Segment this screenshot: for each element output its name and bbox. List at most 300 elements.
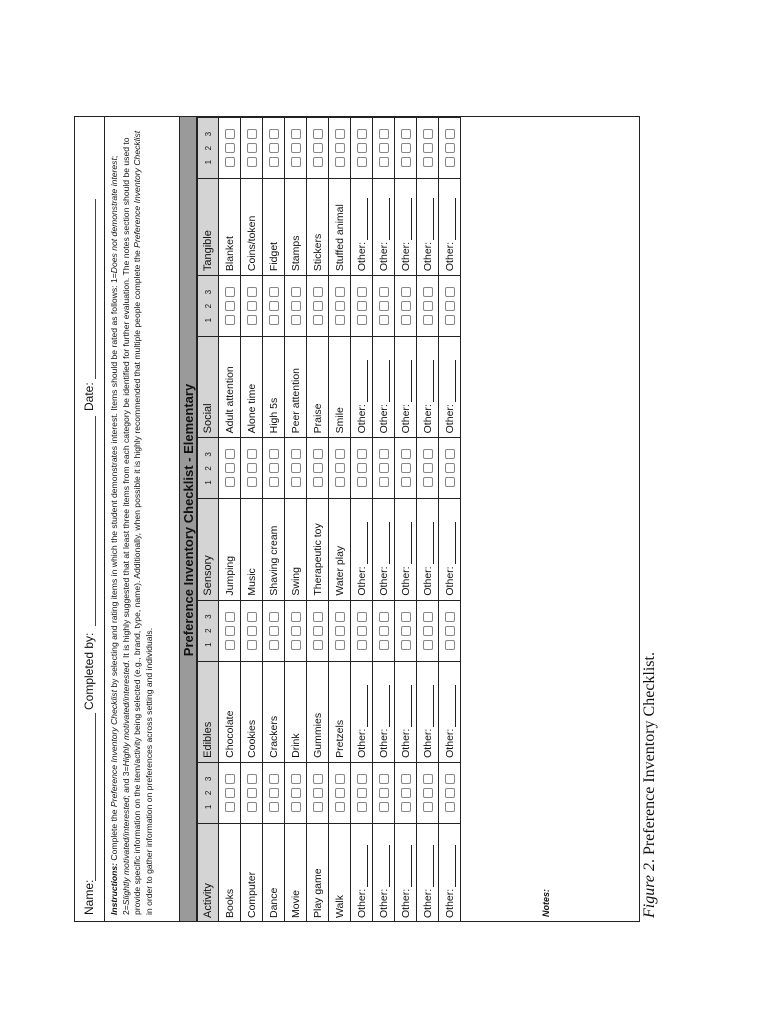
rating-checkbox-1[interactable] (423, 315, 433, 325)
item-label: Other: (355, 404, 368, 434)
rotated-form (75, 117, 640, 922)
rating-checkbox-2[interactable] (247, 463, 257, 473)
rating-checkbox-3[interactable] (225, 129, 235, 139)
rating-checkbox-1[interactable] (247, 477, 257, 487)
rating-checkbox-2[interactable] (247, 626, 257, 636)
rating-checkbox-3[interactable] (335, 612, 345, 622)
rating-checkbox-3[interactable] (423, 774, 433, 784)
rating-checkbox-1[interactable] (357, 477, 367, 487)
rating-checkboxes (373, 118, 395, 179)
rating-checkbox-1[interactable] (291, 157, 301, 167)
rating-checkbox-3[interactable] (357, 129, 367, 139)
item-cell (373, 179, 395, 276)
item-label: Other: (421, 888, 434, 918)
rating-checkbox-3[interactable] (423, 287, 433, 297)
rating-checkboxes (263, 600, 285, 661)
item-cell (439, 823, 461, 922)
item-cell (285, 823, 307, 922)
rating-checkbox-2[interactable] (379, 301, 389, 311)
other-blank-field[interactable] (357, 198, 368, 240)
table-row (373, 118, 395, 923)
rating-checkbox-2[interactable] (291, 788, 301, 798)
rating-checkboxes (285, 762, 307, 823)
rating-checkbox-2[interactable] (247, 788, 257, 798)
other-blank-field[interactable] (423, 198, 434, 240)
rating-checkbox-3[interactable] (423, 612, 433, 622)
rating-checkbox-2[interactable] (423, 788, 433, 798)
rating-checkbox-2[interactable] (269, 301, 279, 311)
rating-checkbox-3[interactable] (423, 129, 433, 139)
item-cell (241, 337, 263, 438)
table-row (241, 118, 263, 923)
rating-checkbox-2[interactable] (423, 143, 433, 153)
item-label: Peer attention (289, 367, 302, 434)
table-row (329, 118, 351, 923)
rating-checkboxes (263, 118, 285, 179)
rating-checkbox-1[interactable] (269, 640, 279, 650)
rating-checkbox-2[interactable] (269, 143, 279, 153)
rating-checkbox-1[interactable] (357, 315, 367, 325)
rating-checkbox-1[interactable] (269, 477, 279, 487)
rating-checkbox-1[interactable] (335, 477, 345, 487)
rating-checkbox-1[interactable] (357, 157, 367, 167)
rating-checkbox-1[interactable] (291, 315, 301, 325)
item-label: Fidget (267, 241, 280, 272)
rating-checkbox-3[interactable] (445, 774, 455, 784)
rating-checkbox-1[interactable] (335, 640, 345, 650)
rating-checkbox-3[interactable] (291, 774, 301, 784)
rating-checkboxes (285, 118, 307, 179)
rating-checkboxes (241, 600, 263, 661)
rating-number: 1 (203, 804, 213, 810)
rating-checkboxes (307, 438, 329, 499)
rating-checkboxes (351, 276, 373, 337)
rating-checkbox-3[interactable] (225, 612, 235, 622)
other-blank-field[interactable] (445, 685, 456, 727)
rating-checkbox-3[interactable] (445, 287, 455, 297)
rating-checkbox-2[interactable] (423, 463, 433, 473)
rating-checkbox-2[interactable] (379, 788, 389, 798)
rating-checkbox-1[interactable] (379, 477, 389, 487)
rating-checkbox-1[interactable] (401, 640, 411, 650)
rating-checkbox-3[interactable] (247, 612, 257, 622)
rating-checkbox-2[interactable] (291, 626, 301, 636)
item-cell (329, 499, 351, 600)
rating-checkbox-2[interactable] (379, 143, 389, 153)
rating-checkbox-3[interactable] (313, 774, 323, 784)
rating-checkbox-3[interactable] (291, 287, 301, 297)
rating-checkbox-3[interactable] (269, 449, 279, 459)
rating-checkboxes (241, 118, 263, 179)
rating-checkbox-2[interactable] (269, 463, 279, 473)
column-header-edibles: Edibles (198, 661, 219, 762)
item-label: Other: (377, 566, 390, 596)
rating-checkbox-3[interactable] (423, 449, 433, 459)
rating-checkbox-2[interactable] (357, 143, 367, 153)
item-cell (285, 337, 307, 438)
rating-checkbox-2[interactable] (445, 788, 455, 798)
table-row (219, 118, 241, 923)
rating-checkbox-3[interactable] (445, 129, 455, 139)
rating-number: 3 (203, 614, 213, 619)
rating-checkboxes (329, 276, 351, 337)
item-cell (219, 661, 241, 762)
rating-checkbox-3[interactable] (379, 774, 389, 784)
rating-checkbox-1[interactable] (379, 640, 389, 650)
rating-checkbox-3[interactable] (291, 129, 301, 139)
checklist-page (74, 116, 640, 922)
rating-checkbox-1[interactable] (423, 157, 433, 167)
other-blank-field[interactable] (401, 198, 412, 240)
other-blank-field[interactable] (379, 360, 390, 402)
rating-checkbox-1[interactable] (291, 640, 301, 650)
rating-checkbox-1[interactable] (291, 802, 301, 812)
rating-checkbox-2[interactable] (401, 463, 411, 473)
rating-checkbox-1[interactable] (445, 477, 455, 487)
rating-checkbox-1[interactable] (445, 315, 455, 325)
item-cell (417, 337, 439, 438)
other-blank-field[interactable] (401, 845, 412, 887)
rating-checkboxes (263, 438, 285, 499)
rating-checkbox-3[interactable] (247, 449, 257, 459)
item-cell (351, 337, 373, 438)
rating-checkbox-3[interactable] (445, 449, 455, 459)
rating-checkboxes (329, 118, 351, 179)
rating-checkbox-2[interactable] (313, 626, 323, 636)
item-label: Other: (443, 566, 456, 596)
other-blank-field[interactable] (357, 685, 368, 727)
rating-checkbox-2[interactable] (225, 301, 235, 311)
other-blank-field[interactable] (379, 845, 390, 887)
item-cell (307, 337, 329, 438)
item-label: Other: (399, 404, 412, 434)
rating-checkbox-1[interactable] (445, 640, 455, 650)
other-blank-field[interactable] (357, 845, 368, 887)
item-label: Cookies (245, 719, 258, 758)
rating-checkbox-2[interactable] (401, 301, 411, 311)
item-cell (263, 661, 285, 762)
item-cell (307, 179, 329, 276)
item-label: Other: (377, 888, 390, 918)
rating-checkbox-2[interactable] (401, 143, 411, 153)
rating-checkbox-2[interactable] (269, 788, 279, 798)
item-cell (219, 179, 241, 276)
rating-checkbox-2[interactable] (423, 301, 433, 311)
item-cell (329, 823, 351, 922)
rating-checkbox-3[interactable] (401, 129, 411, 139)
rating-checkbox-2[interactable] (313, 788, 323, 798)
rating-checkbox-1[interactable] (313, 157, 323, 167)
rating-checkbox-3[interactable] (357, 774, 367, 784)
rating-checkbox-3[interactable] (357, 612, 367, 622)
rating-checkbox-3[interactable] (247, 129, 257, 139)
rating-checkbox-2[interactable] (401, 788, 411, 798)
other-blank-field[interactable] (401, 522, 412, 564)
rating-checkbox-2[interactable] (379, 463, 389, 473)
rating-checkbox-3[interactable] (357, 449, 367, 459)
rating-checkbox-3[interactable] (379, 449, 389, 459)
item-cell (395, 499, 417, 600)
rating-checkbox-1[interactable] (247, 640, 257, 650)
rating-checkbox-3[interactable] (335, 287, 345, 297)
item-cell (241, 823, 263, 922)
item-label: Pretzels (333, 719, 346, 758)
rating-checkboxes (417, 600, 439, 661)
other-blank-field[interactable] (401, 360, 412, 402)
rating-checkbox-1[interactable] (225, 477, 235, 487)
rating-checkbox-3[interactable] (225, 287, 235, 297)
item-label: Other: (443, 241, 456, 272)
rating-checkbox-3[interactable] (225, 774, 235, 784)
rating-checkboxes (329, 600, 351, 661)
rating-checkbox-3[interactable] (269, 774, 279, 784)
other-blank-field[interactable] (423, 685, 434, 727)
rating-checkbox-3[interactable] (313, 287, 323, 297)
rating-scale-header (198, 762, 219, 823)
rating-checkbox-1[interactable] (269, 802, 279, 812)
rating-checkbox-3[interactable] (445, 612, 455, 622)
item-cell (307, 499, 329, 600)
rating-checkbox-2[interactable] (335, 463, 345, 473)
other-blank-field[interactable] (423, 845, 434, 887)
other-blank-field[interactable] (423, 360, 434, 402)
item-label: Computer (245, 871, 258, 918)
rating-checkbox-3[interactable] (335, 129, 345, 139)
rating-checkboxes (395, 276, 417, 337)
rating-checkbox-1[interactable] (379, 157, 389, 167)
rating-checkbox-1[interactable] (247, 157, 257, 167)
completed-by-field[interactable] (95, 416, 96, 626)
rating-checkbox-3[interactable] (269, 287, 279, 297)
rating-checkbox-2[interactable] (225, 788, 235, 798)
item-label: Other: (355, 241, 368, 272)
column-header-tangible: Tangible (198, 179, 219, 276)
item-label: Other: (355, 888, 368, 918)
rating-checkbox-2[interactable] (269, 626, 279, 636)
other-blank-field[interactable] (445, 360, 456, 402)
rating-checkbox-1[interactable] (225, 640, 235, 650)
rating-checkbox-3[interactable] (379, 129, 389, 139)
rating-checkboxes (263, 762, 285, 823)
rating-checkbox-1[interactable] (423, 802, 433, 812)
rating-checkbox-3[interactable] (379, 612, 389, 622)
rating-checkbox-3[interactable] (313, 449, 323, 459)
item-label: Jumping (223, 555, 236, 596)
rating-checkbox-3[interactable] (401, 774, 411, 784)
rating-checkboxes (329, 762, 351, 823)
rating-checkbox-1[interactable] (401, 157, 411, 167)
rating-checkbox-1[interactable] (247, 802, 257, 812)
rating-checkbox-3[interactable] (225, 449, 235, 459)
rating-checkbox-2[interactable] (335, 301, 345, 311)
item-cell (351, 179, 373, 276)
rating-checkbox-1[interactable] (313, 802, 323, 812)
rating-checkbox-2[interactable] (225, 626, 235, 636)
rating-checkbox-1[interactable] (401, 477, 411, 487)
rating-checkbox-2[interactable] (291, 143, 301, 153)
rating-checkbox-1[interactable] (401, 315, 411, 325)
rating-scale-header (198, 438, 219, 499)
rating-checkboxes (395, 600, 417, 661)
rating-checkbox-2[interactable] (247, 143, 257, 153)
rating-checkbox-3[interactable] (335, 774, 345, 784)
rating-checkbox-3[interactable] (269, 612, 279, 622)
item-cell (329, 179, 351, 276)
rating-checkbox-1[interactable] (313, 640, 323, 650)
rating-checkbox-1[interactable] (313, 315, 323, 325)
completed-by-label: Completed by: (82, 632, 96, 710)
rating-checkbox-1[interactable] (379, 315, 389, 325)
rating-checkbox-2[interactable] (357, 301, 367, 311)
rating-checkboxes (307, 276, 329, 337)
item-cell (417, 179, 439, 276)
item-label: Crackers (267, 715, 280, 758)
rating-checkbox-2[interactable] (445, 143, 455, 153)
rating-checkboxes (373, 600, 395, 661)
item-label: Chocolate (223, 710, 236, 758)
table-row (417, 118, 439, 923)
rating-checkbox-2[interactable] (313, 301, 323, 311)
rating-checkbox-1[interactable] (423, 477, 433, 487)
rating-checkboxes (241, 762, 263, 823)
rating-checkbox-3[interactable] (401, 612, 411, 622)
rating-checkbox-2[interactable] (313, 463, 323, 473)
rating-checkbox-1[interactable] (357, 640, 367, 650)
rating-checkbox-3[interactable] (291, 612, 301, 622)
name-field[interactable] (95, 713, 96, 881)
rating-checkbox-2[interactable] (445, 626, 455, 636)
rating-checkbox-2[interactable] (401, 626, 411, 636)
rating-checkbox-1[interactable] (225, 315, 235, 325)
preference-table (197, 117, 461, 922)
rating-checkbox-1[interactable] (225, 157, 235, 167)
rating-checkbox-3[interactable] (379, 287, 389, 297)
rating-checkbox-1[interactable] (445, 802, 455, 812)
rating-checkbox-3[interactable] (357, 287, 367, 297)
rating-checkbox-2[interactable] (357, 626, 367, 636)
date-label: Date: (82, 382, 96, 411)
other-blank-field[interactable] (379, 522, 390, 564)
rating-checkbox-2[interactable] (379, 626, 389, 636)
other-blank-field[interactable] (401, 685, 412, 727)
item-label: Other: (421, 566, 434, 596)
table-row (351, 118, 373, 923)
rating-number: 1 (203, 317, 213, 323)
rating-checkbox-1[interactable] (269, 157, 279, 167)
rating-checkbox-3[interactable] (313, 612, 323, 622)
rating-checkboxes (351, 438, 373, 499)
item-label: Other: (377, 728, 390, 758)
other-blank-field[interactable] (357, 522, 368, 564)
rating-checkbox-1[interactable] (225, 802, 235, 812)
item-cell (395, 337, 417, 438)
rating-checkbox-2[interactable] (357, 463, 367, 473)
item-cell (241, 499, 263, 600)
rating-checkbox-1[interactable] (401, 802, 411, 812)
item-cell (395, 823, 417, 922)
figure-number: Figure 2 (641, 863, 658, 918)
rating-checkbox-3[interactable] (269, 129, 279, 139)
item-cell (395, 179, 417, 276)
item-label: Coins/token (245, 215, 258, 272)
rating-checkbox-2[interactable] (335, 788, 345, 798)
other-blank-field[interactable] (379, 198, 390, 240)
other-blank-field[interactable] (379, 685, 390, 727)
rating-checkbox-3[interactable] (313, 129, 323, 139)
item-cell (439, 179, 461, 276)
date-field[interactable] (95, 199, 96, 379)
name-label: Name: (82, 879, 96, 915)
rating-checkbox-2[interactable] (357, 788, 367, 798)
rating-checkbox-2[interactable] (247, 301, 257, 311)
item-cell (417, 823, 439, 922)
rating-checkbox-1[interactable] (379, 802, 389, 812)
rating-checkbox-1[interactable] (335, 802, 345, 812)
rating-checkbox-1[interactable] (269, 315, 279, 325)
rating-checkbox-3[interactable] (335, 449, 345, 459)
item-cell (241, 661, 263, 762)
other-blank-field[interactable] (423, 522, 434, 564)
rating-checkbox-1[interactable] (445, 157, 455, 167)
rating-checkbox-1[interactable] (423, 640, 433, 650)
rating-checkbox-3[interactable] (247, 287, 257, 297)
item-label: Drink (289, 733, 302, 758)
other-blank-field[interactable] (445, 198, 456, 240)
rating-checkbox-1[interactable] (335, 315, 345, 325)
rating-number: 1 (203, 480, 213, 485)
rating-checkbox-2[interactable] (423, 626, 433, 636)
rating-checkbox-1[interactable] (335, 157, 345, 167)
other-blank-field[interactable] (357, 360, 368, 402)
rating-checkboxes (439, 762, 461, 823)
item-label: Other: (399, 566, 412, 596)
other-blank-field[interactable] (445, 845, 456, 887)
item-cell (263, 823, 285, 922)
rating-checkbox-2[interactable] (225, 463, 235, 473)
rating-checkbox-3[interactable] (401, 449, 411, 459)
rating-checkboxes (373, 762, 395, 823)
item-cell (285, 661, 307, 762)
item-label: Stickers (311, 233, 324, 272)
rating-checkbox-1[interactable] (313, 477, 323, 487)
rating-checkbox-3[interactable] (247, 774, 257, 784)
table-row (395, 118, 417, 923)
other-blank-field[interactable] (445, 522, 456, 564)
item-label: Water play (333, 545, 346, 596)
rating-checkbox-2[interactable] (335, 143, 345, 153)
item-cell (439, 499, 461, 600)
rating-checkbox-2[interactable] (445, 301, 455, 311)
rating-checkbox-1[interactable] (357, 802, 367, 812)
item-cell (263, 179, 285, 276)
item-label: Other: (355, 728, 368, 758)
rating-checkbox-3[interactable] (401, 287, 411, 297)
rating-checkbox-2[interactable] (225, 143, 235, 153)
column-header-sensory: Sensory (198, 499, 219, 600)
rating-checkbox-2[interactable] (313, 143, 323, 153)
rating-checkbox-2[interactable] (291, 301, 301, 311)
rating-checkbox-1[interactable] (247, 315, 257, 325)
rating-checkboxes (417, 276, 439, 337)
rating-checkbox-3[interactable] (291, 449, 301, 459)
rating-checkboxes (395, 118, 417, 179)
rating-checkbox-2[interactable] (291, 463, 301, 473)
rating-checkbox-2[interactable] (445, 463, 455, 473)
item-label: Other: (421, 241, 434, 272)
rating-checkbox-1[interactable] (291, 477, 301, 487)
rating-checkboxes (307, 600, 329, 661)
rating-checkbox-2[interactable] (335, 626, 345, 636)
